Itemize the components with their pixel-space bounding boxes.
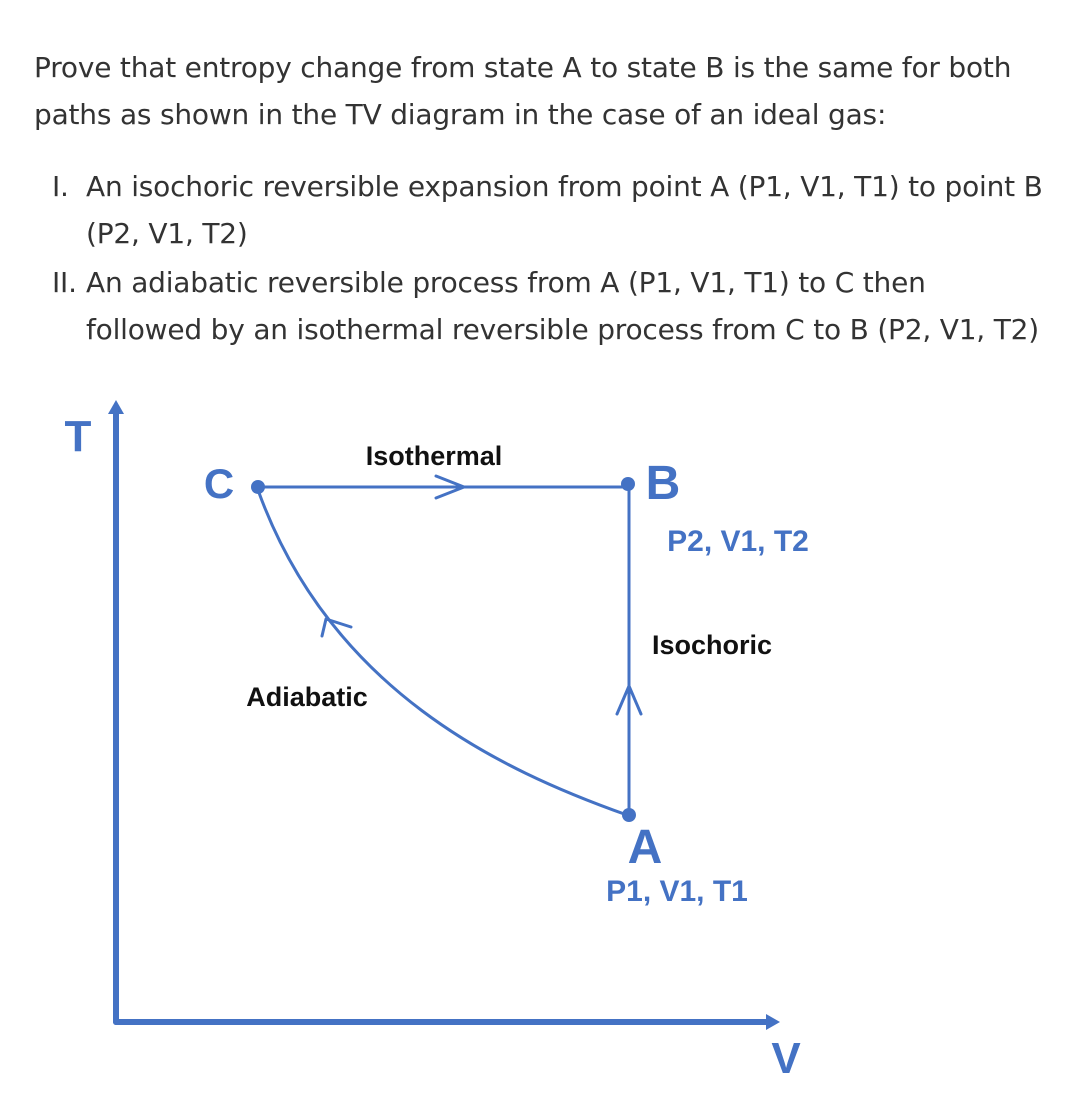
point-a-marker bbox=[622, 808, 636, 822]
adiabatic-label: Adiabatic bbox=[246, 682, 368, 712]
point-b-state: P2, V1, T2 bbox=[667, 525, 809, 558]
question-text bbox=[34, 44, 1064, 138]
list-item-2-line-1: An adiabatic reversible process from A (P1, V1, T1) to C then bbox=[86, 266, 926, 299]
question-intro-line-2: paths as shown in the TV diagram in the case of an ideal gas: bbox=[34, 98, 887, 131]
isochoric-label: Isochoric bbox=[651, 630, 773, 660]
list-item-1-line-2: (P2, V1, T2) bbox=[86, 217, 248, 250]
list-item-2-line-2: followed by an isothermal reversible process from C to B (P2, V1, T2) bbox=[86, 313, 1039, 346]
list-item-1-line-1: An isochoric reversible expansion from point A (P1, V1, T1) to point B bbox=[86, 170, 1043, 203]
tv-diagram bbox=[0, 380, 1085, 1101]
question-intro-line-1: Prove that entropy change from state A to state B is the same for both bbox=[34, 51, 1012, 84]
adiabatic-curve bbox=[258, 490, 627, 815]
point-a-state: P1, V1, T1 bbox=[606, 875, 748, 908]
isothermal-label: Isothermal bbox=[365, 441, 503, 471]
v-axis-label: V bbox=[771, 1034, 801, 1083]
point-b-label: B bbox=[645, 457, 681, 510]
point-b-marker bbox=[621, 477, 635, 491]
list-item-2-marker: II. bbox=[52, 266, 77, 299]
t-axis-label: T bbox=[64, 412, 92, 461]
point-c-label: C bbox=[203, 460, 235, 507]
list-item-1-marker: I. bbox=[52, 170, 69, 203]
t-axis-arrowhead bbox=[108, 400, 124, 414]
point-c-marker bbox=[251, 480, 265, 494]
v-axis-arrowhead bbox=[766, 1014, 780, 1030]
point-a-label: A bbox=[627, 821, 663, 874]
